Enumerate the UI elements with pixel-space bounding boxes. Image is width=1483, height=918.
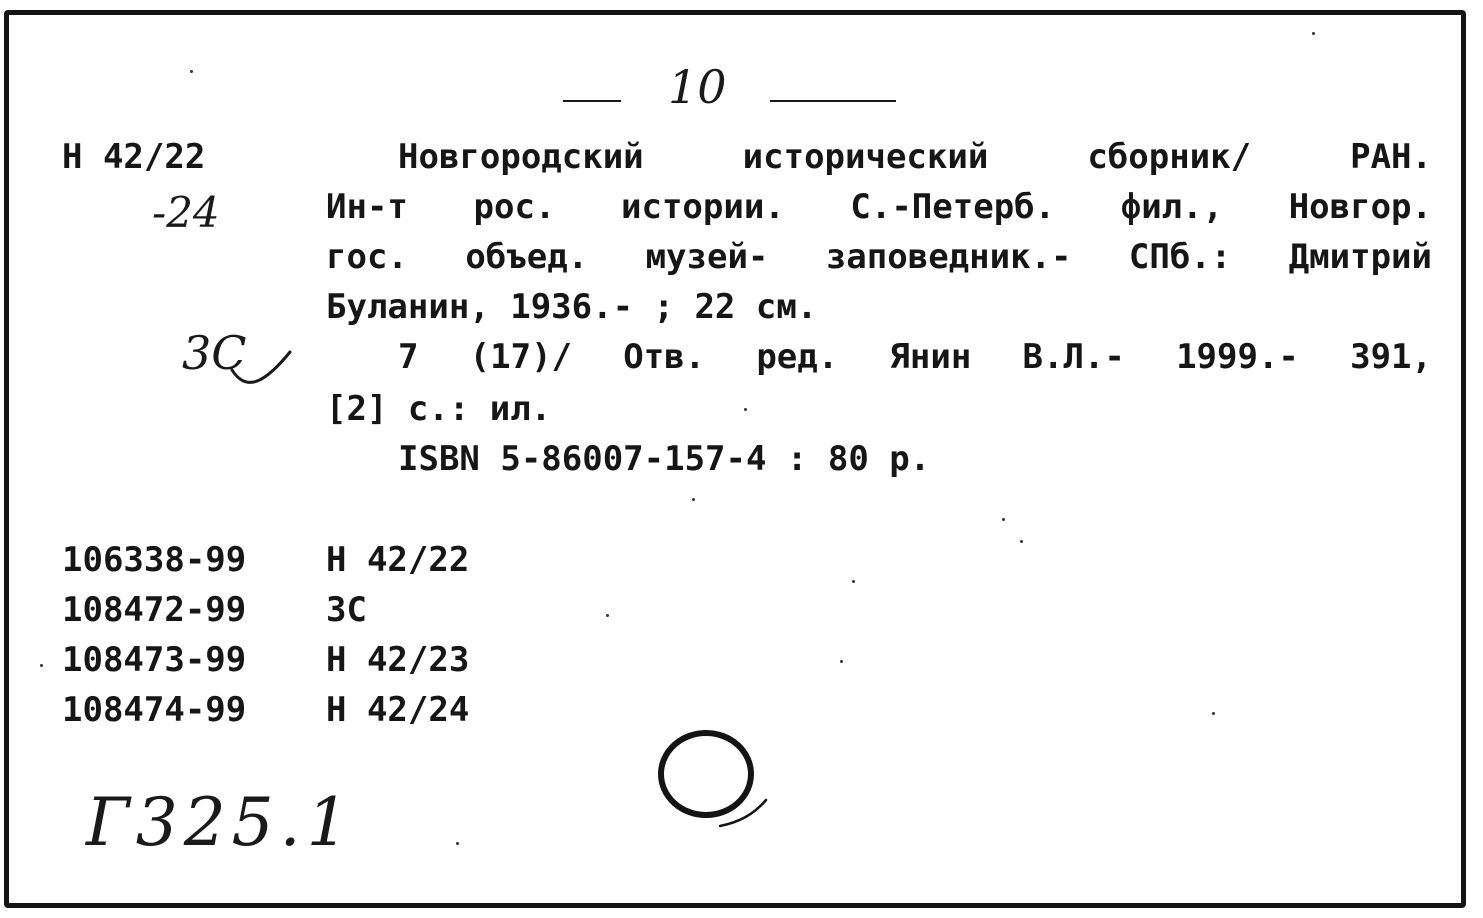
page-number: 10 bbox=[668, 60, 727, 114]
inventory-location-3: Н 42/23 bbox=[326, 640, 470, 680]
entry-line-5: 7 (17)/ Отв. ред. Янин В.Л.- 1999.- 391, bbox=[398, 337, 1432, 377]
entry-line-6: [2] с.: ил. bbox=[326, 389, 552, 429]
speck bbox=[840, 660, 843, 663]
entry-line-4: Буланин, 1936.- ; 22 см. bbox=[326, 287, 818, 327]
bottom-call-number: Г325.1 bbox=[86, 784, 355, 861]
circle-mark bbox=[650, 722, 780, 837]
inventory-number-4: 108474-99 bbox=[62, 690, 247, 730]
speck bbox=[852, 580, 855, 583]
speck bbox=[456, 842, 459, 845]
speck bbox=[40, 664, 43, 667]
inventory-location-4: Н 42/24 bbox=[326, 690, 470, 730]
speck bbox=[1020, 540, 1023, 543]
speck bbox=[1002, 518, 1005, 521]
inventory-location-2: 3С bbox=[326, 590, 367, 630]
isbn-line: ISBN 5-86007-157-4 : 80 р. bbox=[398, 439, 931, 479]
speck bbox=[692, 498, 695, 501]
entry-line-1: Новгородский исторический сборник/ РАН. bbox=[398, 137, 1432, 177]
speck bbox=[190, 70, 193, 73]
speck bbox=[606, 614, 609, 617]
inventory-number-2: 108472-99 bbox=[62, 590, 247, 630]
header-dash-left bbox=[563, 100, 621, 102]
inventory-location-1: Н 42/22 bbox=[326, 540, 470, 580]
shelfmark: Н 42/22 bbox=[62, 137, 206, 177]
speck bbox=[1312, 32, 1315, 35]
speck bbox=[744, 408, 747, 411]
entry-line-2: Ин-т рос. истории. С.-Петерб. фил., Новгор. bbox=[326, 187, 1432, 227]
shelf-note: -24 bbox=[152, 188, 220, 237]
entry-line-3: гос. объед. музей- заповедник.- СПб.: Дмитрий bbox=[326, 237, 1432, 277]
check-mark bbox=[228, 340, 298, 390]
inventory-number-1: 106338-99 bbox=[62, 540, 247, 580]
inventory-number-3: 108473-99 bbox=[62, 640, 247, 680]
location-note: 3С bbox=[182, 326, 247, 380]
speck bbox=[1212, 712, 1215, 715]
header-dash-right bbox=[770, 100, 896, 102]
